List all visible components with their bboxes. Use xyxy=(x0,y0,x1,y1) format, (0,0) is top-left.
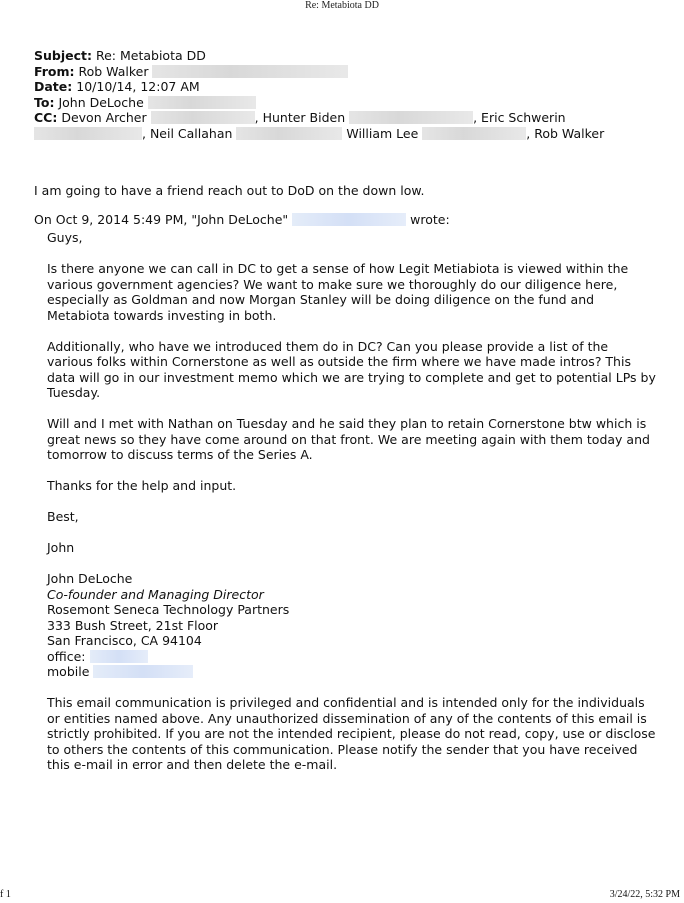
paragraph-2: Additionally, who have we introduced them do in DC? Can you please provide a list of the various folks within Cornerstone as well as outside the firm where we have made intros? This data will go in our investment memo which we are trying to complete and get to potential LPs by Tuesday. xyxy=(47,338,656,400)
redaction-box xyxy=(151,111,255,124)
reply-text: I am going to have a friend reach out to DoD on the down low. xyxy=(34,183,425,198)
print-timestamp: 3/24/22, 5:32 PM xyxy=(609,889,680,900)
paragraph-1: Is there anyone we can call in DC to get a sense of how Legit Metiabiota is viewed within the various government agencies? We want to make sure we thoroughly do our diligence here, especially as Goldman and now Morgan Stanley will be doing diligence on the fund and Metabiota towards investing in both. xyxy=(47,261,629,323)
office-label: office: xyxy=(47,648,86,664)
redaction-box xyxy=(236,127,342,140)
to-line xyxy=(34,95,664,111)
email-headers xyxy=(34,48,664,141)
from-label: From: xyxy=(34,63,75,79)
quote-intro-prefix: On Oct 9, 2014 5:49 PM, "John DeLoche" xyxy=(34,212,289,227)
paragraph-3: Will and I met with Nathan on Tuesday and he said they plan to retain Cornerstone btw which is great news so they have come around on that front. We are meeting again with them today and tomorrow to discuss terms of the Series A. xyxy=(47,416,650,462)
cc-line xyxy=(34,110,664,126)
signature-company: Rosemont Seneca Technology Partners xyxy=(47,602,290,617)
to-label: To: xyxy=(34,94,55,110)
redaction-box xyxy=(148,96,256,109)
date-label: Date: xyxy=(34,79,73,94)
redaction-box xyxy=(292,213,406,226)
closing: Best, xyxy=(47,509,79,524)
signature-title: Co-founder and Managing Director xyxy=(47,586,264,602)
cc-recipient: Devon Archer xyxy=(61,110,147,125)
from-line xyxy=(34,64,664,80)
redaction-box xyxy=(349,111,473,124)
quote-intro-suffix: wrote: xyxy=(410,212,450,227)
cc-recipient: , Hunter Biden xyxy=(254,110,346,125)
redaction-box xyxy=(152,65,348,78)
print-page-title: Re: Metabiota DD xyxy=(305,0,379,11)
cc-recipient: William Lee xyxy=(346,125,419,141)
subject-label: Subject: xyxy=(34,48,92,63)
redaction-box xyxy=(422,127,526,140)
greeting: Guys, xyxy=(47,230,83,245)
redaction-box xyxy=(34,127,142,140)
signature-name: John DeLoche xyxy=(47,571,133,586)
quoted-message xyxy=(47,230,657,788)
cc-recipient: , Rob Walker xyxy=(526,125,605,141)
cc-recipient: , Neil Callahan xyxy=(142,125,233,141)
signature-address-line-2: San Francisco, CA 94104 xyxy=(47,633,202,648)
date-value: 10/10/14, 12:07 AM xyxy=(76,79,200,94)
sign-name: John xyxy=(47,540,75,555)
to-value: John DeLoche xyxy=(58,94,144,110)
redaction-box xyxy=(93,665,193,678)
signature-block xyxy=(47,571,657,680)
date-line xyxy=(34,79,664,95)
quote-intro xyxy=(34,212,450,228)
subject-line xyxy=(34,48,664,64)
signature-mobile xyxy=(47,664,657,680)
cc-label: CC: xyxy=(34,110,58,125)
cc-line-continued xyxy=(34,126,664,142)
from-value: Rob Walker xyxy=(78,63,149,79)
print-page-number: f 1 xyxy=(0,889,11,900)
signature-office xyxy=(47,649,657,665)
paragraph-4: Thanks for the help and input. xyxy=(47,478,237,493)
signature-address-line-1: 333 Bush Street, 21st Floor xyxy=(47,617,219,633)
mobile-label: mobile xyxy=(47,664,90,679)
disclaimer: This email communication is privileged and confidential and is intended only for the individuals or entities named above. Any unauthorized dissemination of any of the contents of this email is strictly prohibited. If you are not the intended recipient, please do not read, copy, use or disclose to others the contents of this communication. Please notify the sender that you have received this e-mail in error and then delete the e-mail. xyxy=(47,695,656,772)
redaction-box xyxy=(90,650,148,663)
cc-recipient: , Eric Schwerin xyxy=(473,110,566,125)
subject-value: Re: Metabiota DD xyxy=(95,48,206,63)
